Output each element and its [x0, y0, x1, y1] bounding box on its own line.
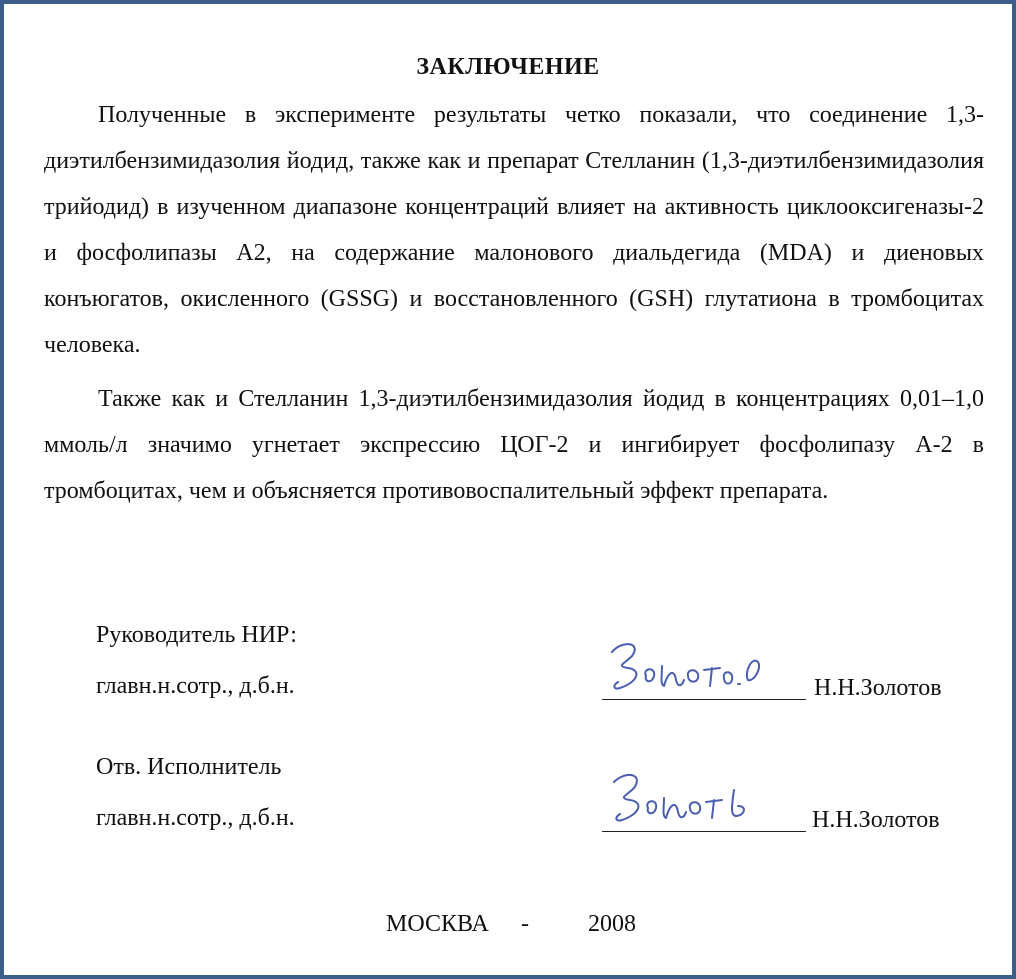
handwritten-signature-2 [602, 764, 772, 834]
signature-role-1: Руководитель НИР: [96, 622, 297, 648]
handwritten-signature-1 [602, 632, 772, 702]
signature-line-1 [602, 699, 806, 700]
footer-year: 2008 [588, 911, 636, 937]
signature-role-2: Отв. Исполнитель [96, 754, 282, 780]
conclusion-paragraph-2: Также как и Стелланин 1,3-диэтилбензимидазолия йодид в концентрациях 0,01–1,0 ммоль/л значимо угнетает экспрессию ЦОГ-2 и ингибирует фосфолипазу А-2 в тромбоцитах, чем и объясняется противовоспалительный эффект препарата. [44, 386, 984, 504]
footer-city: МОСКВА [386, 911, 489, 937]
signatory-name-1: Н.Н.Золотов [814, 675, 942, 701]
signature-position-1: главн.н.сотр., д.б.н. [96, 673, 295, 699]
conclusion-paragraph-1: Полученные в эксперименте результаты четко показали, что соединение 1,3-диэтилбензимидазолия йодид, также как и препарат Стелланин (1,3-диэтилбензимидазолия трийодид) в изученном диапазоне концентраций влияет на активность циклооксигеназы-2 и фосфолипазы А2, на содержание малонового диальдегида (MDA) и диеновых конъюгатов, окисленного (GSSG) и восстановленного (GSH) глутатиона в тромбоцитах человека. [44, 102, 984, 358]
signature-position-2: главн.н.сотр., д.б.н. [96, 805, 295, 831]
signatory-name-2: Н.Н.Золотов [812, 807, 940, 833]
document-title: ЗАКЛЮЧЕНИЕ [416, 54, 600, 80]
signature-line-2 [602, 831, 806, 832]
footer-separator: - [521, 911, 529, 937]
